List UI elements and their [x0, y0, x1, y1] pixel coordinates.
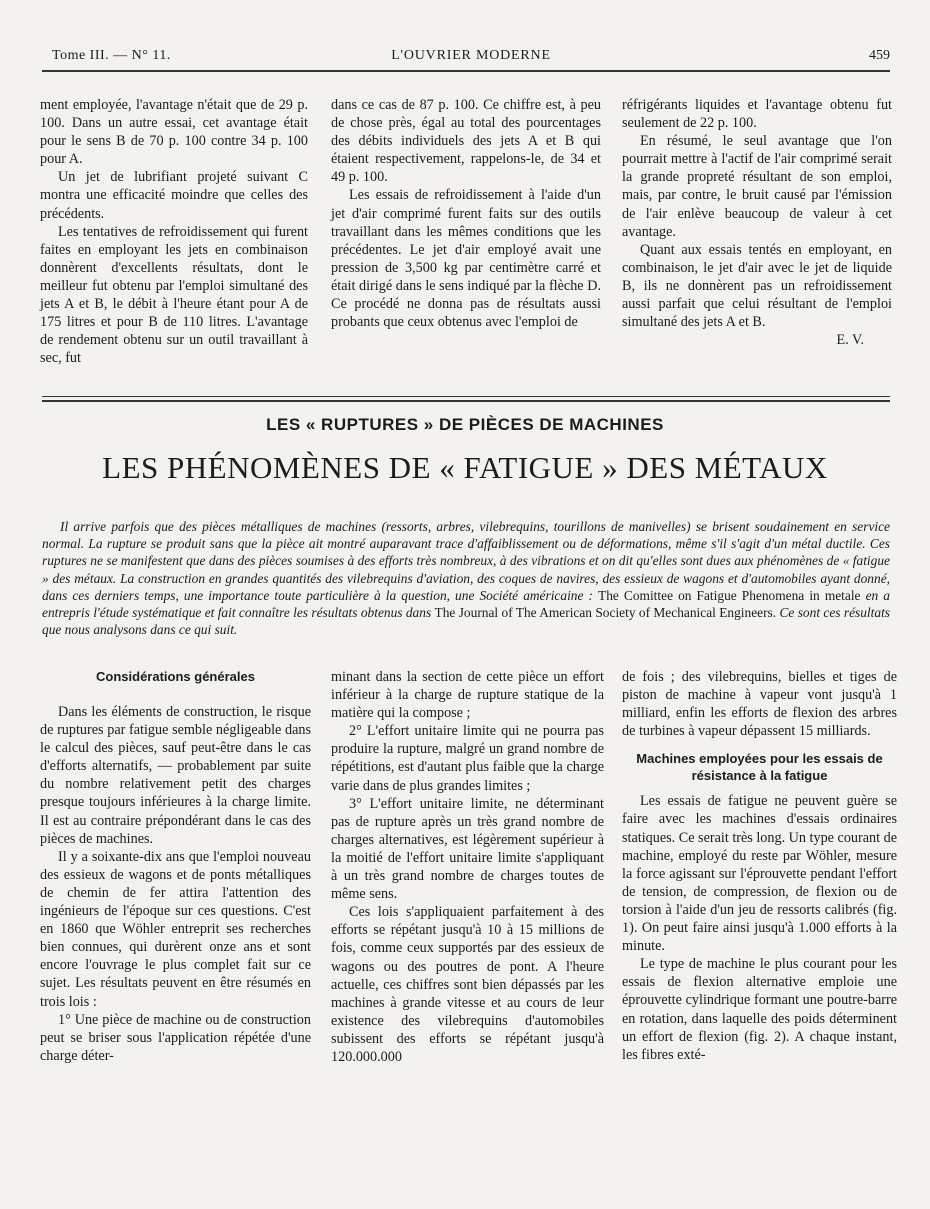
page-header [52, 48, 890, 68]
volume-number: Tome III. — N° 11. [52, 48, 171, 63]
section-rule-bottom [42, 400, 890, 402]
journal-name: The Journal of The American Society of Mechanical Engineers. [434, 605, 777, 621]
paragraph: 2° L'effort unitaire limite qui ne pourra pas produire la rupture, malgré un grand nombre de répétitions, est d'autant plus faible que la charge varie dans de plus grandes limites ; [331, 723, 604, 794]
lede-text: Il arrive parfois que des pièces métalliques de machines (ressorts, arbres, vilebrequins, tourillons de manivelles) se brisent soudainement en service normal. La rupture se produit sans que la pièce ait montré auparavant trace d'affaiblissement ou de déformations, même s'il s'agit d'un métal ductile. Ces ruptures ne se manifestent que dans des pièces soumises à des efforts très nombreux, à des vibrations et on dit qu'elles sont dues aux phénomènes de « fatigue » des métaux. La construction en grandes quantités des vilebrequins d'aviation, des coques de navires, des essieux de wagons et d'automobiles ayant donné, dans ces derniers temps, une importance toute particulière à la question, une Société américaine : [42, 519, 890, 603]
paragraph: dans ce cas de 87 p. 100. Ce chiffre est, à peu de chose près, égal au total des pourcentages des débits individuels des jets A et B qui étaient respectivement, rappelons-le, de 34 et 49 p. 100. [331, 97, 601, 186]
paragraph: Il y a soixante-dix ans que l'emploi nouveau des essieux de wagons et de ponts métalliques de chemin de fer attira l'attention des ingénieurs de l'époque sur ces questions. C'est en 1860 que Wöhler entreprit ses recherches bien connues, qui durèrent onze ans et sont encore l'ouvrage le plus complet fait sur ce sujet. Les résultats peuvent en être résumés en trois lois : [40, 848, 311, 1010]
article-column-3 [622, 668, 897, 1064]
lede-text: Ce sont ces résultats que nous analysons dans ce qui suit. [42, 605, 890, 638]
paragraph: réfrigérants liquides et l'avantage obtenu fut seulement de 22 p. 100. [622, 97, 892, 132]
top-column-2 [331, 96, 601, 331]
paragraph: Ces lois s'appliquaient parfaitement à des efforts se répétant jusqu'à 10 à 15 millions de fois, comme ceux supportés par des essieux de wagons ou des poutres de pont. A l'heure actuelle, ces chiffres sont bien dépassés par les machines à grande vitesse et au cours de leur existence des vilebrequins d'automobiles subissent des efforts se répétant jusqu'à 120.000.000 [331, 904, 604, 1065]
paragraph: 3° L'effort unitaire limite, ne déterminant pas de rupture après un très grand nombre de charges alternatives, est légèrement supérieur à la moitié de l'effort unitaire limite s'appliquant à un très grand nombre de charges toutes de même sens. [331, 795, 604, 903]
paragraph: Les tentatives de refroidissement qui furent faites en employant les jets en combinaison donnèrent d'excellents résultats, dont le meilleur fut obtenu par l'emploi simultané des jets A et B, le débit à l'heure étant pour A de 175 litres et pour B de 110 litres. L'avantage de rendement obtenu sur un outil travaillant à sec, fut [40, 223, 308, 367]
top-column-3 [622, 96, 892, 349]
paragraph: 1° Une pièce de machine ou de construction peut se briser sous l'application répétée d'une charge déter- [40, 1011, 311, 1064]
article-column-1 [40, 668, 311, 1065]
header-rule [42, 70, 890, 72]
paragraph: En résumé, le seul avantage que l'on pourrait mettre à l'actif de l'air comprimé serait la grande propreté résultant de son emploi, mais, par contre, le bruit causé par l'émission de l'air enlève beaucoup de valeur à cet avantage. [622, 133, 892, 240]
section-heading: Considérations générales [96, 669, 255, 684]
section-rule-top [42, 396, 890, 397]
article-kicker: LES « RUPTURES » DE PIÈCES DE MACHINES [266, 415, 664, 434]
author-signature: E. V. [836, 332, 864, 349]
paragraph: ment employée, l'avantage n'était que de 29 p. 100. Dans un autre essai, cet avantage était pour le sens B de 70 p. 100 contre 34 p. 100 pour A. [40, 97, 308, 168]
committee-name: The Comittee on Fatigue Phenomena in metale [598, 587, 861, 603]
page-number: 459 [869, 48, 890, 63]
paragraph: Un jet de lubrifiant projeté suivant C montra une efficacité moindre que celles des précédents. [40, 169, 308, 222]
paragraph: Le type de machine le plus courant pour les essais de flexion alternative emploie une éprouvette cylindrique formant une poutre-barre en rotation, dans laquelle des poids déterminent un effort de flexion (fig. 2). A chaque instant, les fibres exté- [622, 956, 897, 1063]
article-column-2 [331, 668, 604, 1066]
top-column-1 [40, 96, 308, 367]
section-heading: Machines employées pour les essais de résistance à la fatigue [636, 751, 883, 784]
article-title: LES PHÉNOMÈNES DE « FATIGUE » DES MÉTAUX [102, 450, 828, 485]
paragraph: minant dans la section de cette pièce un effort inférieur à la charge de rupture statique de la matière qui la compose ; [331, 669, 604, 722]
lede-text: en a entrepris l'étude systématique et fait connaître les résultats obtenus dans [42, 587, 890, 621]
paragraph: de fois ; des vilebrequins, bielles et tiges de piston de machine à vapeur vont jusqu'à 1 milliard, enfin les efforts de flexion des arbres de turbines à vapeur dépassent 15 milliards. [622, 669, 897, 740]
article-lede [42, 518, 890, 638]
paragraph: Les essais de refroidissement à l'aide d'un jet d'air comprimé furent faits sur des outils travaillant dans les mêmes conditions que les précédentes. Le jet d'air employé avait une pression de 3,500 kg par centimètre carré et était dirigé dans le sens indiqué par la flèche D. Ce procédé ne donna pas de résultats aussi probants que ceux obtenus avec l'emploi de [331, 187, 601, 331]
journal-title: L'OUVRIER MODERNE [391, 48, 551, 63]
paragraph: Dans les éléments de construction, le risque de ruptures par fatigue semble négligeable dans le calcul des pièces, sauf peut-être dans le cas d'efforts alternatifs, — probablement par suite du nombre relativement petit des charges presque toujours inférieures à la charge limite. Il est au contraire prépondérant dans le cas des pièces de machines. [40, 704, 311, 847]
paragraph: Quant aux essais tentés en employant, en combinaison, le jet d'air avec le jet de liquide B, ils ne donnèrent pas un refroidissement aussi parfait que celui résultant de l'emploi simultané des jets A et B. [622, 241, 892, 331]
paragraph: Les essais de fatigue ne peuvent guère se faire avec les machines d'essais ordinaires statiques. Ce serait très long. Un type courant de machine, employé du reste par Wöhler, mesure la force agissant sur l'éprouvette pendant l'effort de tension, de compression, de flexion ou de torsion à l'aide d'un jeu de ressorts calibrés (fig. 1). On peut faire ainsi jusqu'à 1.000 efforts à la minute. [622, 793, 898, 955]
